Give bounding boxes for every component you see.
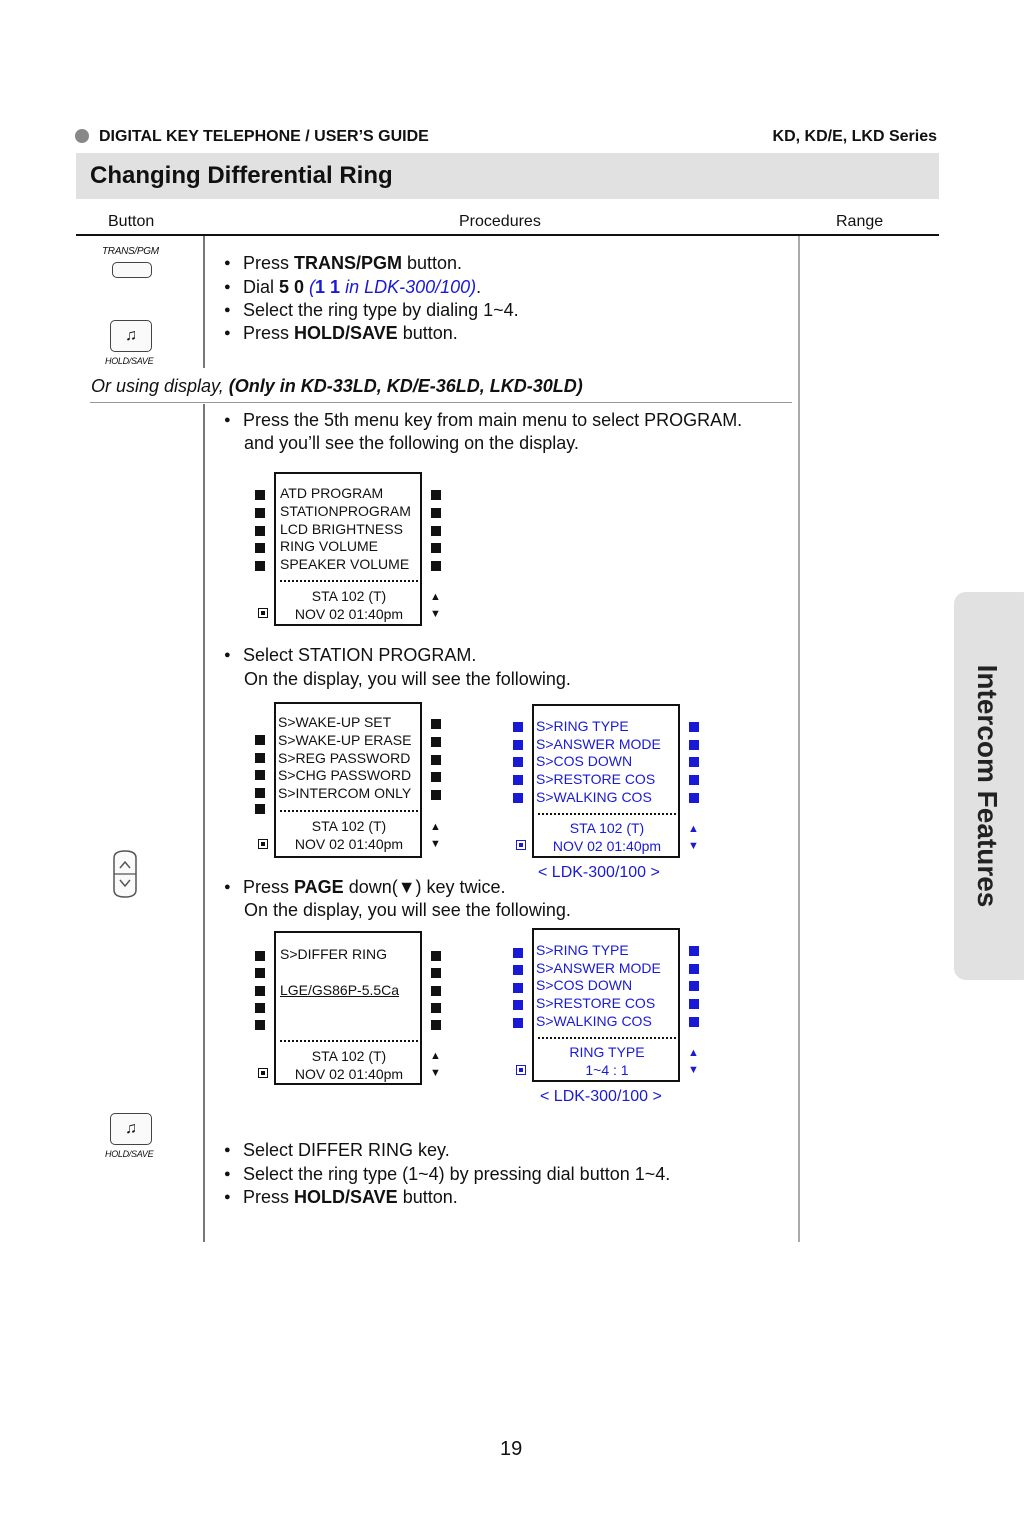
music-note-icon: ♫ xyxy=(125,327,137,344)
lcd-menu-item: SPEAKER VOLUME xyxy=(280,556,410,572)
alternate-method-note: Or using display, (Only in KD-33LD, KD/E-36LD, LKD-30LD) xyxy=(91,376,583,396)
soft-key-right xyxy=(431,968,441,978)
scroll-up-icon: ▲ xyxy=(688,823,699,835)
soft-key-right xyxy=(431,508,441,518)
soft-key-left xyxy=(255,804,265,814)
hold-key-icon xyxy=(258,1068,268,1078)
step-line-continued: and you’ll see the following on the display. xyxy=(244,433,579,453)
column-header-button: Button xyxy=(108,213,155,230)
soft-key-right xyxy=(431,1003,441,1013)
section-title: Changing Differential Ring xyxy=(90,162,393,189)
hold-key-icon xyxy=(516,840,526,850)
soft-key-left xyxy=(255,543,265,553)
soft-key-left xyxy=(513,793,523,803)
ldk-caption: < LDK-300/100 > xyxy=(538,864,660,881)
header-guide-title: DIGITAL KEY TELEPHONE / USER’S GUIDE xyxy=(99,128,429,145)
lcd-status-datetime: NOV 02 01:40pm xyxy=(294,1066,404,1082)
soft-key-left xyxy=(255,508,265,518)
soft-key-left xyxy=(513,775,523,785)
soft-key-right xyxy=(431,772,441,782)
lcd-menu-item: RING VOLUME xyxy=(280,538,379,554)
lcd-display-station-program xyxy=(250,702,450,858)
hold-save-button-icon xyxy=(110,320,152,352)
lcd-menu-item: LCD BRIGHTNESS xyxy=(280,521,403,537)
lcd-menu-item: S>DIFFER RING xyxy=(280,946,387,962)
lcd-menu-item: S>ANSWER MODE xyxy=(536,960,661,976)
column-divider xyxy=(203,236,205,368)
lcd-menu-item: S>WALKING COS xyxy=(536,789,652,805)
soft-key-right xyxy=(431,526,441,536)
soft-key-right xyxy=(431,719,441,729)
lcd-status-datetime: NOV 02 01:40pm xyxy=(552,838,662,854)
page-number: 19 xyxy=(500,1438,523,1460)
trans-pgm-label: TRANS/PGM xyxy=(102,246,159,257)
soft-key-right xyxy=(431,790,441,800)
soft-key-left xyxy=(255,753,265,763)
soft-key-right xyxy=(689,757,699,767)
scroll-up-icon: ▲ xyxy=(430,821,441,833)
divider xyxy=(90,402,792,403)
scroll-up-icon: ▲ xyxy=(430,1050,441,1062)
soft-key-left xyxy=(513,1000,523,1010)
soft-key-right xyxy=(689,793,699,803)
lcd-status-datetime: NOV 02 01:40pm xyxy=(294,606,404,622)
lcd-status-ring-range: 1~4 : 1 xyxy=(585,1062,629,1078)
soft-key-right xyxy=(431,755,441,765)
soft-key-right xyxy=(431,543,441,553)
hold-key-icon xyxy=(258,839,268,849)
lcd-menu-item: S>WAKE-UP ERASE xyxy=(278,732,412,748)
lcd-menu-item: S>INTERCOM ONLY xyxy=(278,785,412,801)
soft-key-right xyxy=(689,722,699,732)
lcd-status-datetime: NOV 02 01:40pm xyxy=(294,836,404,852)
lcd-menu-item: S>CHG PASSWORD xyxy=(278,767,412,783)
hold-save-label: HOLD/SAVE xyxy=(105,1149,154,1159)
lcd-ring-file: LGE/GS86P-5.5Ca xyxy=(280,982,400,998)
lcd-menu-item: S>COS DOWN xyxy=(536,753,633,769)
soft-key-left xyxy=(513,740,523,750)
lcd-display-differ-ring xyxy=(250,931,450,1085)
lcd-menu-item: STATIONPROGRAM xyxy=(280,503,411,519)
soft-key-left xyxy=(255,526,265,536)
soft-key-left xyxy=(513,983,523,993)
lcd-menu-item: S>RESTORE COS xyxy=(536,771,656,787)
scroll-down-icon: ▼ xyxy=(430,838,441,850)
soft-key-left xyxy=(513,722,523,732)
step-line-continued: On the display, you will see the following. xyxy=(244,669,571,689)
header-series: KD, KD/E, LKD Series xyxy=(772,128,937,145)
column-divider xyxy=(798,236,800,1242)
soft-key-left xyxy=(255,986,265,996)
lcd-menu-item: S>COS DOWN xyxy=(536,977,633,993)
soft-key-right xyxy=(431,737,441,747)
lcd-menu-item: ATD PROGRAM xyxy=(280,485,384,501)
lcd-display-ldk-ring-type xyxy=(508,928,708,1082)
lcd-status-station: STA 102 (T) xyxy=(311,818,387,834)
scroll-down-icon: ▼ xyxy=(430,608,441,620)
lcd-status-ring-type: RING TYPE xyxy=(569,1044,645,1060)
soft-key-right xyxy=(689,775,699,785)
soft-key-left xyxy=(513,965,523,975)
header-dot-icon xyxy=(75,129,89,143)
trans-pgm-button-icon xyxy=(112,262,152,278)
soft-key-left xyxy=(255,770,265,780)
soft-key-right xyxy=(689,1017,699,1027)
lcd-menu-item: S>ANSWER MODE xyxy=(536,736,661,752)
lcd-display-program-menu xyxy=(250,472,450,626)
column-header-procedures: Procedures xyxy=(459,213,541,230)
lcd-menu-item: S>WALKING COS xyxy=(536,1013,652,1029)
hold-save-button-icon xyxy=(110,1113,152,1145)
ldk-caption: < LDK-300/100 > xyxy=(540,1088,662,1105)
soft-key-left xyxy=(255,951,265,961)
step-line-continued: On the display, you will see the following. xyxy=(244,900,571,920)
soft-key-left xyxy=(255,490,265,500)
soft-key-left xyxy=(255,1003,265,1013)
soft-key-left xyxy=(255,788,265,798)
chapter-side-tab-label: Intercom Features xyxy=(972,664,1003,908)
hold-key-icon xyxy=(516,1065,526,1075)
soft-key-right xyxy=(689,981,699,991)
scroll-up-icon: ▲ xyxy=(430,591,441,603)
soft-key-right xyxy=(431,490,441,500)
soft-key-right xyxy=(689,999,699,1009)
soft-key-left xyxy=(513,948,523,958)
lcd-menu-item: S>WAKE-UP SET xyxy=(278,714,392,730)
soft-key-left xyxy=(255,968,265,978)
soft-key-left xyxy=(513,757,523,767)
lcd-status-station: STA 102 (T) xyxy=(569,820,645,836)
lcd-menu-item: S>RESTORE COS xyxy=(536,995,656,1011)
column-header-range: Range xyxy=(836,213,884,230)
soft-key-right xyxy=(431,1020,441,1030)
soft-key-left xyxy=(255,561,265,571)
soft-key-right xyxy=(431,986,441,996)
soft-key-left xyxy=(255,1020,265,1030)
soft-key-left xyxy=(513,1018,523,1028)
soft-key-right xyxy=(431,561,441,571)
soft-key-right xyxy=(689,964,699,974)
scroll-down-icon: ▼ xyxy=(688,840,699,852)
hold-save-label: HOLD/SAVE xyxy=(105,356,154,366)
column-divider xyxy=(203,404,205,1242)
soft-key-left xyxy=(255,735,265,745)
soft-key-right xyxy=(689,740,699,750)
lcd-status-station: STA 102 (T) xyxy=(311,1048,387,1064)
lcd-display-ldk-station-program xyxy=(508,704,708,858)
music-note-icon: ♫ xyxy=(125,1120,137,1137)
page-up-down-key-icon xyxy=(108,848,142,900)
header-rule xyxy=(76,234,939,236)
scroll-up-icon: ▲ xyxy=(688,1047,699,1059)
scroll-down-icon: ▼ xyxy=(688,1064,699,1076)
lcd-status-station: STA 102 (T) xyxy=(311,588,387,604)
lcd-menu-item: S>RING TYPE xyxy=(536,718,629,734)
scroll-down-icon: ▼ xyxy=(430,1067,441,1079)
lcd-menu-item: S>RING TYPE xyxy=(536,942,629,958)
lcd-menu-item: S>REG PASSWORD xyxy=(278,750,411,766)
soft-key-right xyxy=(431,951,441,961)
soft-key-right xyxy=(689,946,699,956)
hold-key-icon xyxy=(258,608,268,618)
